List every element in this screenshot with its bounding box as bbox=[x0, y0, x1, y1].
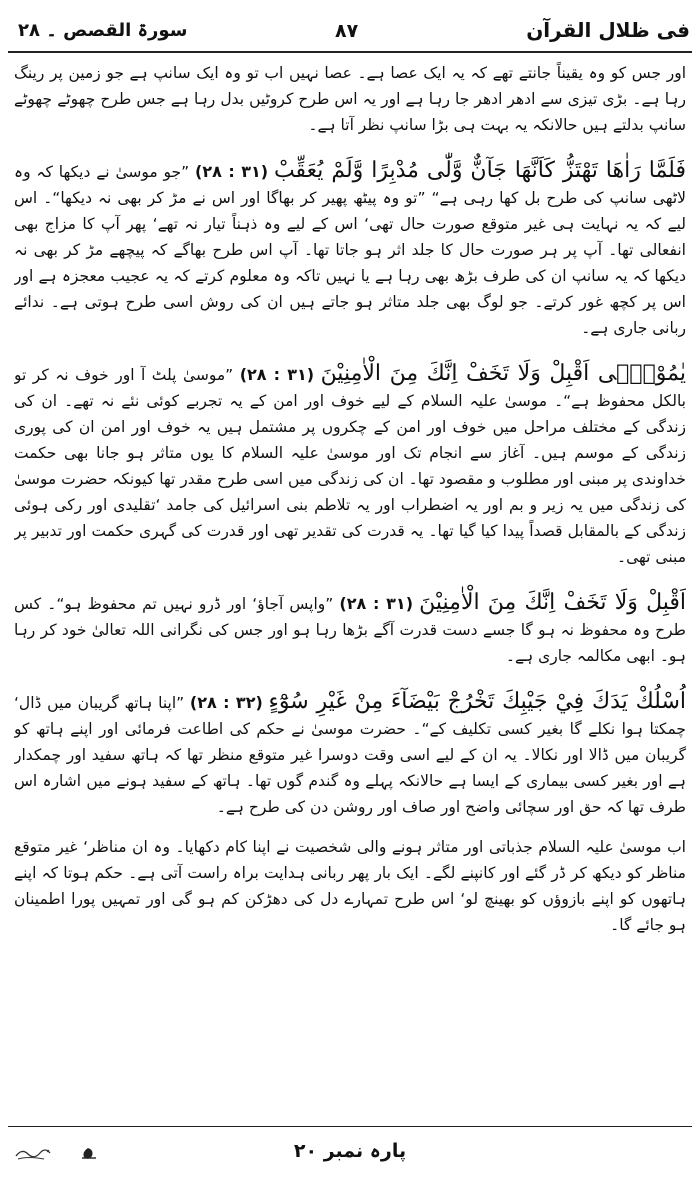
page-footer bbox=[0, 1140, 700, 1170]
paragraph-1 bbox=[14, 60, 686, 138]
page-number: ۸۷ bbox=[335, 20, 359, 42]
quran-verse: فَلَمَّا رَاٰهَا تَهْتَزُّ كَاَنَّهَا جَآنٌّ وَّلّٰى مُدْبِرًا وَّلَمْ يُعَقِّبْ bbox=[273, 158, 686, 183]
paragraph-6 bbox=[14, 834, 686, 938]
page-body bbox=[14, 60, 686, 1115]
verse-reference: (۲۸ : ۳۱) bbox=[239, 365, 315, 384]
quran-verse: يٰمُوْسٰۤى اَقْبِلْ وَلَا تَخَفْ اِنَّكَ مِنَ الْاٰمِنِيْنَ bbox=[320, 361, 686, 386]
verse-reference: (۲۸ : ۳۲) bbox=[189, 693, 263, 712]
header-rule bbox=[8, 51, 692, 53]
book-title: فی ظلال القرآن bbox=[526, 18, 690, 42]
footer-rule bbox=[8, 1126, 692, 1127]
paragraph-text: اور جس کو وہ یقیناً جانتے تھے کہ یہ ایک عصا ہے۔ عصا نہیں اب تو وہ ایک سانپ ہے جو زمین پر رینگ رہا ہے۔ بڑی تیزی سے ادھر ادھر جا رہا ہے اور یہ اس طرح کروٹیں بدل رہا ہے جس طرح چھوٹے چھوٹے سانپ بدلتے ہیں حالانکہ یہ بہت ہی بڑا سانپ نظر آتا ہے۔ bbox=[14, 64, 686, 134]
paragraph-text: ”جو موسیٰ نے دیکھا کہ وہ لاٹھی سانپ کی طرح بل کھا رہی ہے“ ”تو وہ پیٹھ پھیر کر بھاگا اور اس نے مڑ کر بھی نہ دیکھا“۔ اس لیے کہ یہ نہایت ہی غیر متوقع صورت حال تھی‘ اس کے لیے وہ ذہناً تیار نہ تھے‘ پھر آپ کا مزاج بھی انفعالی تھا۔ آپ پر ہر صورت حال کا جلد اثر ہو جاتا تھا۔ آپ اس طرح بھاگے کہ پیچھے مڑ کر بھی نہ دیکھا کہ یہ سانپ ان کی طرف بڑھ بھی رہا ہے یا نہیں تاکہ وہ معلوم کرتے کہ یہ عجیب معجزہ ہے اور اس پر کچھ غور کرتے۔ جو لوگ بھی جلد متاثر ہو جاتے ہیں ان کی روش اسی طرح ہوتی ہے۔ ندائے ربانی جاری ہے۔ bbox=[14, 163, 686, 337]
paragraph-text: ”اپنا ہاتھ گریبان میں ڈال‘ چمکتا ہوا نکلے گا بغیر کسی تکلیف کے“۔ حضرت موسیٰ نے حکم کی اطاعت فرمائی اور اپنے ہاتھ کو گریبان میں ڈالا اور نکالا۔ یہ ان کے لیے اسی وقت دوسرا غیر متوقع منظر تھا کہ ہاتھ سفید اور چمکدار ہے اور بغیر کسی بیماری کے ایسا ہے حالانکہ پہلے وہ گندم گوں تھا۔ ہاتھ کے سفید ہونے میں اشارہ اس طرف تھا کہ حق اور سچائی واضح اور صاف اور روشن دن کی طرح ہے۔ bbox=[14, 694, 686, 816]
paragraph-2 bbox=[14, 158, 686, 341]
paragraph-text: ”موسیٰ پلٹ آ اور خوف نہ کر تو بالکل محفوظ ہے“۔ موسیٰ علیہ السلام کے لیے خوف اور امن کے یہ تجربے کوئی نئے نہ تھے۔ ان کی زندگی کے مختلف مراحل میں خوف اور امن کے چکروں پر مشتمل ہیں یہ خوف اور امن ان کی پوری زندگی کے موسم ہیں۔ آغاز سے انجام تک اور موسیٰ علیہ السلام کا یوں متاثر ہو جانا بھی حکمت خداوندی پر مبنی اور مطلوب و مقصود تھا۔ ان کی زندگی میں اسی طرح مقدر تھا کیونکہ حضرت موسیٰ کی زندگی میں یہ زیر و بم اور یہ اضطراب اور یہ تلاطم بنی اسرائیل کی جامد ‘تقلیدی اور رکی ہوئی زندگی کے بالمقابل قصداً پیدا کیا گیا تھا۔ یہ قدرت کی تقدیر تھی اور قدرت کی گہری حکمت اور تدبیر پر مبنی تھی۔ bbox=[14, 366, 686, 566]
quran-verse: اُسْلُكْ يَدَكَ فِيْ جَيْبِكَ تَخْرُجْ بَيْضَآءَ مِنْ غَيْرِ سُوْٓءٍ bbox=[268, 689, 686, 714]
quran-verse: اَقْبِلْ وَلَا تَخَفْ اِنَّكَ مِنَ الْاٰمِنِيْنَ bbox=[419, 590, 686, 615]
paragraph-5 bbox=[14, 689, 686, 820]
surah-label: سورۃ القصص ۔ ۲۸ bbox=[18, 20, 188, 41]
verse-reference: (۲۸ : ۳۱) bbox=[339, 594, 414, 613]
page-header bbox=[10, 18, 690, 48]
paragraph-text: اب موسیٰ علیہ السلام جذباتی اور متاثر ہونے والی شخصیت نے اپنا کام دکھایا۔ وہ ان مناظر‘ غیر متوقع مناظر کو دیکھ کر ڈر گئے اور کانپنے لگے۔ ایک بار پھر ربانی ہدایت براہ راست آتی ہے۔ حکم ہوتا کہ اپنے ہاتھوں کو اپنے بازوؤں کو بھینچ لو‘ اس طرح تمہارے دل کی دھڑکن کم ہو گی اور تمہیں پورا اطمینان ہو جائے گا۔ bbox=[14, 838, 686, 934]
paragraph-4 bbox=[14, 590, 686, 669]
paragraph-3 bbox=[14, 361, 686, 570]
verse-reference: (۲۸ : ۳۱) bbox=[195, 162, 269, 181]
para-number-label: پارہ نمبر ۲۰ bbox=[293, 1140, 407, 1162]
paragraph-text: ”واپس آجاؤ‘ اور ڈرو نہیں تم محفوظ ہو“۔ کس طرح وہ محفوظ نہ ہو گا جسے دست قدرت آگے بڑھا رہا ہو اور جس کی نگرانی اللہ تعالیٰ خود کر رہا ہو۔ ابھی مکالمہ جاری ہے۔ bbox=[14, 595, 686, 665]
